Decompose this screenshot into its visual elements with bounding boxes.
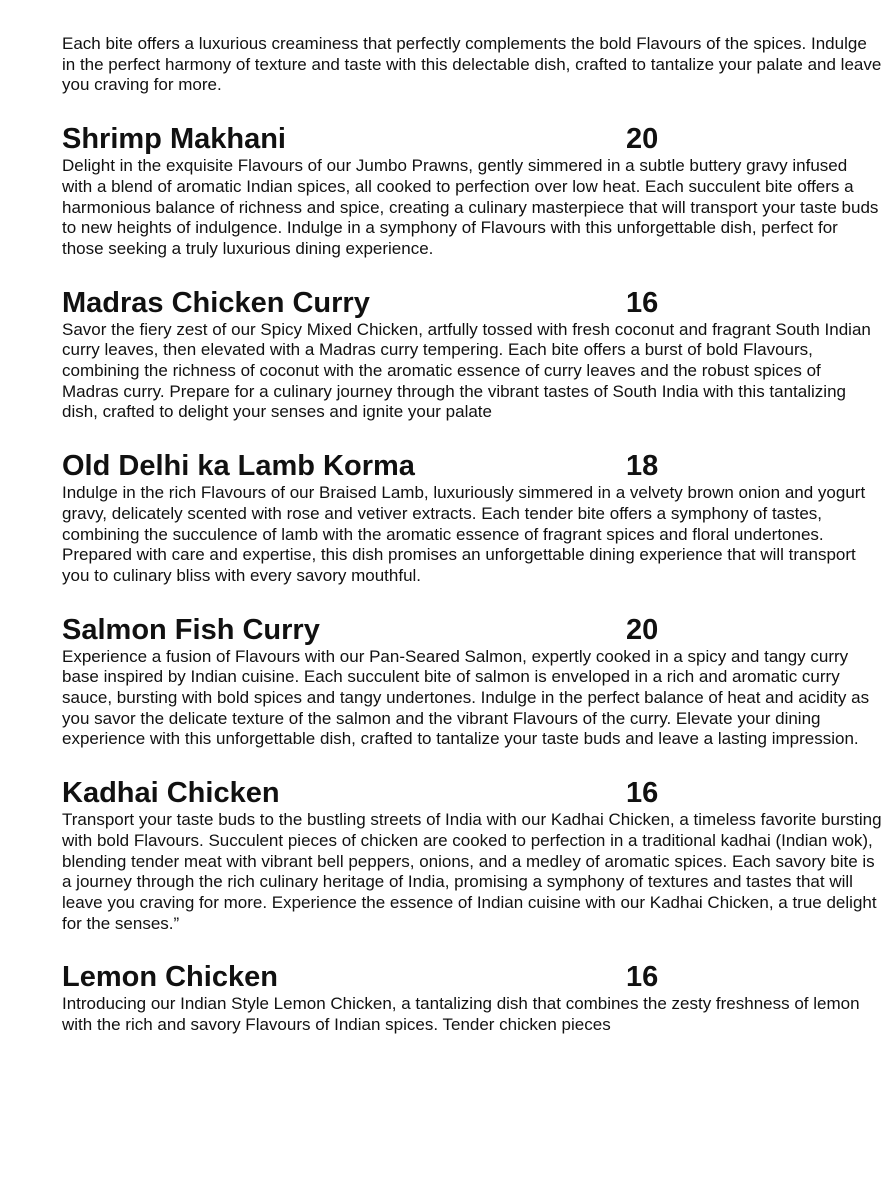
menu-item-header <box>62 960 882 994</box>
menu-item-price: 16 <box>626 777 659 810</box>
menu-item-description: Transport your taste buds to the bustling streets of India with our Kadhai Chicken, a timeless favorite bursting with bold Flavours. Succulent pieces of chicken are cooked to perfection in a traditional kadhai (Indian wok), blending tender meat with vibrant bell peppers, onions, and a medley of aromatic spices. Each savory bite is a journey through the rich culinary heritage of India, promising a symphony of textures and tastes that will leave you craving for more. Experience the essence of Indian cuisine with our Kadhai Chicken, a true delight for the senses.” <box>62 810 882 933</box>
menu-item-price: 16 <box>626 286 659 319</box>
menu-item-shrimp-makhani <box>62 122 882 260</box>
menu-item-name: Kadhai Chicken <box>62 777 280 810</box>
menu-item-name: Old Delhi ka Lamb Korma <box>62 450 415 483</box>
menu-item-name: Salmon Fish Curry <box>62 613 320 646</box>
menu-item-kadhai-chicken <box>62 776 882 934</box>
menu-item-madras-chicken-curry <box>62 286 882 424</box>
menu-item-name: Madras Chicken Curry <box>62 286 370 319</box>
menu-item-header <box>62 776 882 810</box>
menu-item-name: Lemon Chicken <box>62 961 278 994</box>
intro-description: Each bite offers a luxurious creaminess that perfectly complements the bold Flavours of the spices. Indulge in the perfect harmony of texture and taste with this delectable dish, crafted to tantalize your palate and leave you craving for more. <box>62 34 882 95</box>
menu-item-header <box>62 286 882 320</box>
menu-item-header <box>62 613 882 647</box>
menu-item-salmon-fish-curry <box>62 613 882 751</box>
menu-item-description: Experience a fusion of Flavours with our Pan-Seared Salmon, expertly cooked in a spicy and tangy curry base inspired by Indian cuisine. Each succulent bite of salmon is enveloped in a rich and aromatic curry sauce, bursting with bold spices and tangy undertones. Indulge in the perfect balance of heat and acidity as you savor the delicate texture of the salmon and the vibrant Flavours of the curry. Elevate your dining experience with this unforgettable dish, crafted to tantalize your taste buds and leave a lasting impression. <box>62 646 870 749</box>
menu-item-price: 18 <box>626 450 659 483</box>
menu-item-lemon-chicken <box>62 960 882 1035</box>
menu-item-description: Savor the fiery zest of our Spicy Mixed Chicken, artfully tossed with fresh coconut and fragrant South Indian curry leaves, then elevated with a Madras curry tempering. Each bite offers a burst of bold Flavours, combining the richness of coconut with the aromatic essence of curry leaves and the robust spices of Madras curry. Prepare for a culinary journey through the vibrant tastes of South India with this tantalizing dish, crafted to delight your senses and ignite your palate <box>62 319 871 422</box>
menu-item-description: Introducing our Indian Style Lemon Chicken, a tantalizing dish that combines the zesty freshness of lemon with the rich and savory Flavours of Indian spices. Tender chicken pieces <box>62 994 860 1035</box>
menu-item-description: Indulge in the rich Flavours of our Braised Lamb, luxuriously simmered in a velvety brown onion and yogurt gravy, delicately scented with rose and vetiver extracts. Each tender bite offers a symphony of tastes, combining the succulence of lamb with the aromatic essence of fragrant spices and floral undertones. Prepared with care and expertise, this dish promises an unforgettable dining experience that will transport you to culinary bliss with every savory mouthful. <box>62 483 866 585</box>
menu-item-header <box>62 122 882 156</box>
menu-item-price: 20 <box>626 123 659 156</box>
menu-page <box>62 34 882 1036</box>
menu-item-description: Delight in the exquisite Flavours of our Jumbo Prawns, gently simmered in a subtle buttery gravy infused with a blend of aromatic Indian spices, all cooked to perfection over low heat. Each succulent bite offers a harmonious balance of richness and spice, creating a culinary masterpiece that will transport your taste buds to new heights of indulgence. Indulge in a symphony of Flavours with this unforgettable dish, perfect for those seeking a truly luxurious dining experience. <box>62 156 879 258</box>
menu-item-price: 20 <box>626 613 659 646</box>
menu-item-name: Shrimp Makhani <box>62 123 286 156</box>
menu-item-old-delhi-lamb-korma <box>62 449 882 587</box>
menu-item-header <box>62 449 882 483</box>
menu-item-price: 16 <box>626 961 659 994</box>
